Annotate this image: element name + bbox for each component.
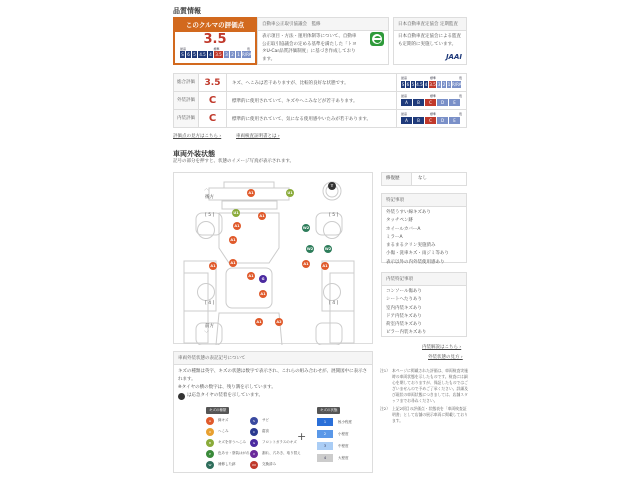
car-diagram <box>173 172 373 344</box>
list-item: ミラーA <box>386 234 403 240</box>
damage-marker[interactable]: T <box>328 182 336 190</box>
damage-marker[interactable]: G <box>259 275 267 283</box>
scale-cell: 6 <box>406 82 410 87</box>
interior-notes-box <box>381 272 467 337</box>
scale-cell: 3 <box>437 82 441 87</box>
damage-marker[interactable]: W2 <box>324 247 332 251</box>
interior-notes-title: 内装特記事項 <box>382 273 466 286</box>
tire-front-left-label: [ 4 ] <box>205 301 215 306</box>
scale-cell: E <box>449 99 461 106</box>
levels <box>317 416 352 464</box>
type-header: キズの種類 <box>206 407 229 414</box>
list-item: ドア内装キズあり <box>386 313 422 319</box>
legend-type: X 割れ、穴あき、取り替え <box>250 448 301 459</box>
scale-cell: 1 <box>447 82 451 87</box>
auto-assoc-box <box>257 17 389 65</box>
types-left <box>206 415 250 470</box>
damage-marker[interactable]: U1 <box>233 211 239 215</box>
damage-marker[interactable]: A1 <box>230 261 236 265</box>
list-item: 室内内装キズあり <box>386 305 422 311</box>
rating-desc: キズ、へこみは若干ありますが、比較的良好な状態です。 <box>232 80 349 86</box>
tire-rear-left-label: [ 5 ] <box>205 213 215 218</box>
scale-cell: A <box>401 117 413 124</box>
scale-cell: B <box>413 117 425 124</box>
scale-cell: 5 <box>192 51 198 58</box>
list-item: 小傷・洗車キズ・雨ジミ等あり <box>386 251 449 257</box>
legend-type: C 腐食 <box>250 426 301 437</box>
legend-text2: ※タイヤの横の数字は、残り溝を示しています。 <box>178 385 276 390</box>
scale-cell: 2 <box>442 82 446 87</box>
rating-row-overall <box>174 74 466 92</box>
legend-title: 車両外装状態の表記記号について <box>174 352 372 365</box>
scale-std-label: 標準 <box>213 47 220 51</box>
legend-type: G フロントガラスのキズ <box>250 437 301 448</box>
inspection-cert-link[interactable]: 車両検査証明書とは › <box>236 134 280 139</box>
rating-label: 外装評価 <box>174 92 199 109</box>
legend-level: 1 極小程度 <box>317 416 352 428</box>
note-text: 本ページに掲載された評価は、車両検査実施時の車両状態を示したものです。検査には細心を期しておりますが、保証したものではございませんので予めご了承ください。詳細及び現状の車両状態につきましては、店舗スタッフまでお尋ねください。 <box>392 368 468 403</box>
legend-type: S サビ <box>250 415 301 426</box>
scale-cell: 3 <box>224 51 230 58</box>
scale-cell: A <box>401 99 413 106</box>
exterior-subtitle: 記号の部分を押すと、状態のイメージ写真が表示されます。 <box>173 159 295 164</box>
legend-text3: は応急タイヤの装着を示しています。 <box>174 392 372 400</box>
level-header: キズの状態 <box>317 407 340 414</box>
damage-marker[interactable]: A1 <box>234 224 240 228</box>
car-outline-icon <box>174 173 374 345</box>
scale-cell: 1 <box>236 51 242 58</box>
list-item: シートへたりあり <box>386 297 422 303</box>
damage-marker[interactable]: W2 <box>302 226 310 230</box>
scale-cell: 3.5 <box>429 82 436 87</box>
legend-level: 2 小程度 <box>317 428 352 440</box>
legend-type: P 色あせ・塗装はがれ <box>206 448 250 459</box>
spare-tire-icon <box>178 393 185 400</box>
damage-marker[interactable]: A1 <box>303 262 309 266</box>
list-item: 外装うすい線キズあり <box>386 210 431 215</box>
tire-rear-right-label: [ 5 ] <box>329 213 339 218</box>
rating-desc: 標準的に使用されていて、キズやへこみなどが若干あります。 <box>232 98 358 104</box>
score-guide-link[interactable]: 評価点の見方はこちら › <box>173 134 222 139</box>
rear-label: 後方 <box>205 195 214 200</box>
scale-low-label: 低 <box>246 47 250 51</box>
rating-table <box>173 73 467 128</box>
types-right <box>250 415 301 470</box>
exterior-guide-link[interactable]: 外装状態の見方 › <box>428 355 463 360</box>
rating-scale: 最高 標準 低 S 6 5 4.5 4 3.5 3 2 1 R/RA <box>396 74 466 91</box>
scale-cell: R/RA <box>242 52 252 57</box>
list-item: 表示以外の内外装使用感あり <box>386 259 445 265</box>
scale-cell: 4.5 <box>416 82 423 87</box>
interior-guide-link[interactable]: 内装解説はこちら › <box>422 345 462 350</box>
legend-box <box>173 351 373 473</box>
rating-scale: 最高 標準 低 A B C D E <box>396 110 466 127</box>
fair-trade-logo-icon <box>370 32 384 46</box>
damage-marker[interactable]: U1 <box>287 191 293 195</box>
jaai-box <box>393 17 467 65</box>
scale-cell: C <box>425 117 437 124</box>
quality-section-title: 品質情報 <box>173 7 201 15</box>
scale-cell: D <box>437 117 449 124</box>
jaai-text: 日本自動車査定協会による監査も定期的に実施しています。 <box>398 34 461 47</box>
scale-cell: 5 <box>411 82 415 87</box>
damage-marker[interactable]: W2 <box>306 247 314 251</box>
score-value: 3.5 <box>203 32 227 47</box>
scale-cell: 3.5 <box>214 51 224 58</box>
legend-level: 3 中程度 <box>317 440 352 452</box>
damage-marker[interactable]: A1 <box>248 191 254 195</box>
scale-cell: 6 <box>186 51 192 58</box>
auto-assoc-text: 表示項目・方法・運用体制等について、自動車公正取引協議会の定める基準を満たした「トヨタU-Car品質評価制度」に基づき作成しております。 <box>262 34 357 62</box>
repair-label: 修復歴 <box>382 173 412 185</box>
list-item: 荷室内装キズあり <box>386 322 422 328</box>
scale-cell: S <box>401 82 405 87</box>
scale-high-label: 最高 <box>180 47 187 51</box>
wheel-rear-right-icon <box>323 221 341 239</box>
rating-value: C <box>199 110 227 127</box>
exterior-section-title: 車両外装状態 <box>173 150 215 158</box>
damage-marker[interactable]: A1 <box>260 292 266 296</box>
wheel-front-right-icon <box>323 283 341 301</box>
special-notes-list <box>382 207 466 269</box>
interior-notes-list <box>382 286 466 340</box>
rating-label: 総合評価 <box>174 74 199 91</box>
auto-assoc-title: 自動車公正取引協議会 監修 <box>258 18 388 31</box>
repair-history <box>381 172 467 186</box>
list-item: ピラー内装キズあり <box>386 330 427 336</box>
notes <box>380 368 470 424</box>
list-item: まるまるクリン実施済み <box>386 243 436 249</box>
special-notes-box <box>381 193 467 263</box>
damage-marker[interactable]: A1 <box>259 214 265 218</box>
legend-level: 4 大程度 <box>317 452 352 464</box>
score-scale <box>175 51 255 58</box>
list-item: タッチペン跡 <box>386 218 413 224</box>
scale-cell: E <box>449 117 461 124</box>
score-card <box>173 17 257 65</box>
score-card-header: このクルマの評価点 <box>175 19 255 32</box>
list-item: ホイールカバーA <box>386 226 421 232</box>
rating-row-interior <box>174 110 466 128</box>
legend-type: A 線キズ <box>206 415 250 426</box>
special-notes-title: 特記事項 <box>382 194 466 207</box>
damage-marker[interactable]: A1 <box>322 264 328 268</box>
tire-front-right-label: [ 4 ] <box>329 301 339 306</box>
scale-cell: S <box>180 51 186 58</box>
rear-chevron-icon: ︿ <box>204 186 210 192</box>
scale-cell: 4 <box>208 51 214 58</box>
legend-type: XX 交換済み <box>251 462 276 467</box>
front-chevron-icon: ﹀ <box>204 331 210 337</box>
legend-text1: キズの種類は英字、キズの状態は数字で表示され、これらの組み合わせが、展開図中に表示されます。 <box>178 369 368 382</box>
scale-cell: D <box>437 99 449 106</box>
rating-value: C <box>199 92 227 109</box>
damage-marker[interactable]: A2 <box>276 320 282 324</box>
damage-marker[interactable]: A1 <box>210 264 216 268</box>
note-mark: 注1） <box>380 368 391 373</box>
rating-scale: 最高 標準 低 A B C D E <box>396 92 466 109</box>
scale-cell: 4.5 <box>198 51 208 58</box>
damage-marker[interactable]: A1 <box>230 238 236 242</box>
damage-marker[interactable]: A1 <box>248 274 254 278</box>
wheel-front-left-icon <box>197 283 215 301</box>
damage-marker[interactable]: A1 <box>256 320 262 324</box>
rating-label: 内装評価 <box>174 110 199 127</box>
note-text: 上記2項目の評価点・状態表を「車両検査証明書」として店舗の展示車両に掲載しております。 <box>392 406 468 423</box>
legend-type: W 補修した跡 <box>206 459 250 470</box>
plus-icon: + <box>297 430 307 443</box>
scale-cell: 2 <box>230 51 236 58</box>
front-label: 前方 <box>205 324 214 329</box>
scale-cell: B <box>413 99 425 106</box>
wheel-rear-left-icon <box>197 221 215 239</box>
rating-value: 3.5 <box>199 74 227 91</box>
rating-desc: 標準的に使用されていて、気になる使用感やいたみが若干あります。 <box>232 116 372 122</box>
scale-cell: R/RA <box>452 82 462 87</box>
repair-value: なし <box>418 176 427 181</box>
legend-type: B キズを伴うへこみ <box>206 437 250 448</box>
note-mark: 注2） <box>380 406 391 411</box>
legend-type: U へこみ <box>206 426 250 437</box>
rating-row-exterior <box>174 92 466 110</box>
scale-cell: 4 <box>424 82 428 87</box>
list-item: コンソール傷あり <box>386 289 422 294</box>
scale-cell: C <box>425 99 437 106</box>
jaai-title: 日本自動車査定協会 定期監査 <box>394 18 466 31</box>
jaai-logo: JAAI <box>445 53 462 61</box>
